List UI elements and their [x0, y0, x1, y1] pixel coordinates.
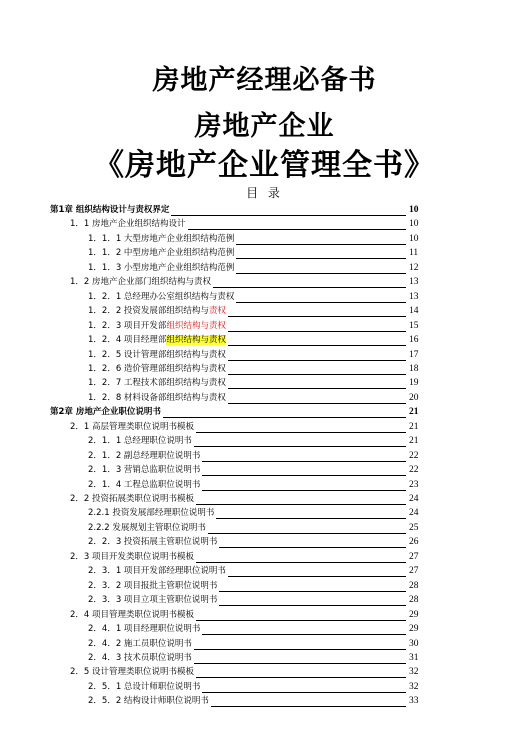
toc-leader-line — [228, 403, 406, 404]
toc-leader-line — [236, 273, 406, 274]
toc-leader-line — [202, 475, 406, 476]
toc-leader-line — [219, 591, 406, 592]
toc-leader-line — [228, 331, 406, 332]
toc-entry-label — [70, 494, 194, 505]
toc-entry-row[interactable] — [0, 275, 529, 289]
toc-leader-line — [194, 663, 406, 664]
toc-leader-line — [202, 634, 406, 635]
toc-entry-label — [88, 566, 226, 577]
toc-chapter-row[interactable] — [0, 203, 529, 217]
toc-entry-label — [88, 523, 206, 534]
toc-page-number: 10 — [409, 205, 419, 215]
toc-entry-text: 2．3．3 项目立项主管职位说明书 — [88, 595, 218, 606]
toc-entry-row[interactable] — [0, 535, 529, 549]
toc-chapter-row[interactable] — [0, 405, 529, 419]
toc-leader-line — [163, 417, 406, 418]
toc-entry-text: 1．1 房地产企业组织结构设计 — [70, 219, 186, 230]
toc-entry-row[interactable] — [0, 420, 529, 434]
toc-entry-label — [88, 393, 226, 404]
toc-entry-text: 1．1．2 中型房地产企业组织结构范例 — [88, 248, 235, 259]
toc-entry-row[interactable] — [0, 463, 529, 477]
toc-entry-row[interactable] — [0, 564, 529, 578]
toc-entry-text: 2．4．2 施工员职位说明书 — [88, 638, 192, 649]
toc-entry-label — [88, 350, 226, 361]
toc-entry-label — [88, 248, 234, 259]
toc-entry-row[interactable] — [0, 290, 529, 304]
toc-page-number: 21 — [409, 436, 419, 447]
toc-entry-row[interactable] — [0, 376, 529, 390]
toc-entry-row[interactable] — [0, 680, 529, 694]
toc-page-number: 14 — [409, 306, 419, 317]
toc-entry-label — [88, 292, 234, 303]
toc-page-number: 22 — [409, 465, 419, 476]
toc-entry-label — [88, 234, 234, 245]
toc-page-number: 20 — [409, 392, 419, 403]
toc-page-number: 30 — [409, 638, 419, 649]
toc-entry-row[interactable] — [0, 217, 529, 231]
toc-leader-line — [211, 706, 406, 707]
toc-page-number: 13 — [409, 277, 419, 288]
toc-entry-text: 2.2.1 投资发展部经理职位说明书 — [88, 508, 215, 519]
toc-page-number: 26 — [409, 537, 419, 548]
toc-entry-highlight: 组织结构与责权 — [166, 320, 226, 331]
toc-entry-label — [88, 581, 217, 592]
toc-entry-label — [88, 378, 226, 389]
toc-entry-label — [88, 653, 192, 664]
toc-entry-text: 1．2．4 项目经理部 — [88, 335, 167, 346]
toc-entry-row[interactable] — [0, 304, 529, 318]
toc-page-number: 32 — [409, 681, 419, 692]
toc-page-number: 27 — [409, 566, 419, 577]
toc-page-number: 23 — [409, 479, 419, 490]
toc-entry-text: 1．2．3 项目开发部 — [88, 320, 167, 331]
toc-entry-label — [50, 205, 169, 216]
toc-entry-row[interactable] — [0, 608, 529, 622]
toc-entry-text: 2．1．1 总经理职位说明书 — [88, 436, 192, 447]
toc-page-number: 21 — [409, 421, 419, 432]
toc-page-number: 12 — [409, 262, 419, 273]
title-line-2: 房地产企业 — [194, 111, 335, 142]
toc-page-number: 24 — [409, 494, 419, 504]
toc-entry-text: 2．1．4 工程总监职位说明书 — [88, 479, 201, 490]
toc-entry-label — [88, 335, 226, 346]
toc-leader-line — [213, 287, 406, 288]
toc-entry-text: 第1章 组织结构设计与责权界定 — [50, 205, 170, 215]
toc-entry-label — [70, 610, 194, 621]
toc-entry-row[interactable] — [0, 319, 529, 333]
toc-leader-line — [236, 302, 406, 303]
toc-leader-line — [196, 504, 406, 505]
toc-entry-row[interactable] — [0, 362, 529, 376]
toc-leader-line — [228, 388, 406, 389]
toc-entry-label — [88, 682, 200, 693]
toc-entry-label — [88, 436, 192, 447]
toc-leader-line — [194, 446, 406, 447]
toc-entry-row[interactable] — [0, 449, 529, 463]
toc-page-number: 18 — [409, 363, 419, 374]
toc-entry-text: 2．4．3 技术员职位说明书 — [88, 652, 192, 663]
toc-entry-label — [88, 480, 200, 491]
toc-entry-text: 1．2．7 工程技术部组织结构与责权 — [88, 378, 226, 389]
toc-leader-line — [202, 461, 406, 462]
toc-entry-row[interactable] — [0, 637, 529, 651]
toc-entry-text: 1．1．3 小型房地产企业组织结构范例 — [88, 262, 235, 273]
toc-entry-label — [88, 696, 209, 707]
title-line-3: 《房地产企业管理全书》 — [94, 148, 435, 183]
toc-entry-row[interactable] — [0, 622, 529, 636]
toc-entry-row[interactable] — [0, 261, 529, 275]
toc-leader-line — [228, 316, 406, 317]
toc-page-number: 27 — [409, 551, 419, 562]
toc-entry-highlight: 责权 — [208, 306, 226, 317]
toc-page-number: 29 — [409, 609, 419, 620]
toc-page-number: 29 — [409, 624, 419, 635]
toc-entry-row[interactable] — [0, 521, 529, 535]
toc-leader-line — [202, 692, 406, 693]
toc-leader-line — [228, 374, 406, 375]
toc-entry-row[interactable] — [0, 391, 529, 405]
toc-page-number: 10 — [409, 233, 419, 244]
toc-entry-row[interactable] — [0, 593, 529, 607]
toc-page-number: 25 — [409, 522, 419, 533]
toc-entry-label — [88, 508, 214, 519]
toc-entry-text: 2．3．1 项目开发部经理职位说明书 — [88, 566, 226, 577]
toc-leader-line — [194, 649, 406, 650]
toc-page-number: 22 — [409, 450, 419, 461]
toc-entry-text: 2．1．3 营销总监职位说明书 — [88, 465, 201, 476]
toc-entry-row[interactable] — [0, 434, 529, 448]
toc-page-number: 15 — [409, 320, 419, 331]
toc-page-number: 19 — [409, 378, 419, 389]
toc-entry-row[interactable] — [0, 348, 529, 362]
toc-page-number: 11 — [409, 248, 419, 259]
toc-entry-label — [70, 219, 186, 230]
toc-entry-label — [50, 407, 161, 418]
toc-leader-line — [216, 518, 406, 519]
toc-entry-text: 2．3 项目开发类职位说明书模板 — [70, 551, 195, 562]
toc-entry-row[interactable] — [0, 333, 529, 347]
toc-entry-label — [88, 624, 200, 635]
toc-entry-text: 1．1．1 大型房地产企业组织结构范例 — [88, 233, 235, 244]
toc-entry-label — [88, 263, 234, 274]
toc-page-number: 13 — [409, 291, 419, 302]
toc-entry-label — [70, 277, 211, 288]
toc-leader-line — [188, 229, 406, 230]
toc-entry-label — [88, 537, 217, 548]
toc-entry-row[interactable] — [0, 665, 529, 679]
toc-entry-label — [70, 422, 194, 433]
toc-entry-row[interactable] — [0, 579, 529, 593]
toc-entry-label — [88, 321, 226, 332]
toc-page-number: 33 — [409, 696, 419, 707]
toc-entry-text: 1．2．8 材料设备部组织结构与责权 — [88, 392, 226, 403]
toc-entry-row[interactable] — [0, 246, 529, 260]
toc-leader-line — [236, 258, 406, 259]
toc-entry-text: 2．1 高层管理类职位说明书模板 — [70, 421, 195, 432]
toc-leader-line — [171, 215, 406, 216]
toc-page-number: 10 — [409, 219, 419, 230]
toc-leader-line — [228, 345, 406, 346]
title-line-1: 房地产经理必备书 — [152, 65, 377, 96]
toc-leader-line — [202, 490, 406, 491]
toc-entry-text: 2．3．2 项目报批主管职位说明书 — [88, 580, 218, 591]
toc-entry-text: 2．5．2 结构设计师职位说明书 — [88, 696, 209, 707]
toc-page-number: 16 — [409, 335, 419, 346]
toc-heading: 目 录 — [246, 186, 283, 200]
toc-entry-label — [88, 306, 226, 317]
toc-entry-text: 第2章 房地产企业职位说明书 — [50, 407, 161, 418]
toc-leader-line — [228, 576, 406, 577]
toc-leader-line — [208, 533, 406, 534]
toc-entry-label — [88, 639, 192, 650]
toc-entry-row[interactable] — [0, 232, 529, 246]
toc-entry-label — [88, 451, 200, 462]
toc-page-number: 17 — [409, 349, 419, 360]
toc-entry-text: 2．4 项目管理类职位说明书模板 — [70, 609, 195, 620]
toc-leader-line — [196, 620, 406, 621]
toc-page-number: 21 — [409, 407, 419, 418]
toc-entry-label — [70, 667, 194, 678]
toc-entry-text: 2．5．1 总设计师职位说明书 — [88, 681, 201, 692]
toc-leader-line — [228, 360, 406, 361]
toc-entry-text: 1．2 房地产企业部门组织结构与责权 — [70, 277, 212, 288]
toc-entry-text: 1．2．5 设计管理部组织结构与责权 — [88, 349, 226, 360]
toc-entry-highlight: 组织结构与责权 — [166, 335, 226, 346]
toc-entry-row[interactable] — [0, 506, 529, 520]
toc-leader-line — [219, 547, 406, 548]
toc-entry-text: 1．2．6 造价管理部组织结构与责权 — [88, 363, 226, 374]
toc-leader-line — [219, 605, 406, 606]
toc-page-number: 28 — [409, 580, 419, 591]
toc-entry-label — [70, 552, 194, 563]
toc-page-number: 32 — [409, 667, 419, 678]
toc-entry-row[interactable] — [0, 492, 529, 506]
toc-entry-text: 2．2．3 投资拓展主管职位说明书 — [88, 537, 218, 548]
toc-entry-row[interactable] — [0, 694, 529, 708]
toc-entry-row[interactable] — [0, 550, 529, 564]
toc-leader-line — [196, 677, 406, 678]
toc-entry-text: 1．2．1 总经理办公室组织结构与责权 — [88, 291, 235, 302]
toc-leader-line — [196, 562, 406, 563]
toc-entry-row[interactable] — [0, 651, 529, 665]
toc-entry-label — [88, 595, 217, 606]
toc-entry-row[interactable] — [0, 478, 529, 492]
toc-leader-line — [236, 244, 406, 245]
toc-entry-text: 2．2 投资拓展类职位说明书模板 — [70, 494, 195, 504]
toc-page-number: 24 — [409, 508, 419, 519]
toc-entry-text: 2．5 设计管理类职位说明书模板 — [70, 667, 195, 678]
toc-leader-line — [196, 432, 406, 433]
toc-entry-text: 2．1．2 副总经理职位说明书 — [88, 450, 201, 461]
toc-entry-text: 1．2．2 投资发展部组织结构与 — [88, 306, 209, 317]
toc-entry-label — [88, 364, 226, 375]
toc-entry-text: 2．4．1 项目经理职位说明书 — [88, 624, 201, 635]
toc-entry-label — [88, 465, 200, 476]
toc-page-number: 31 — [409, 652, 419, 663]
toc-entry-text: 2.2.2 发展规划主管职位说明书 — [88, 522, 206, 533]
toc-page-number: 28 — [409, 595, 419, 606]
